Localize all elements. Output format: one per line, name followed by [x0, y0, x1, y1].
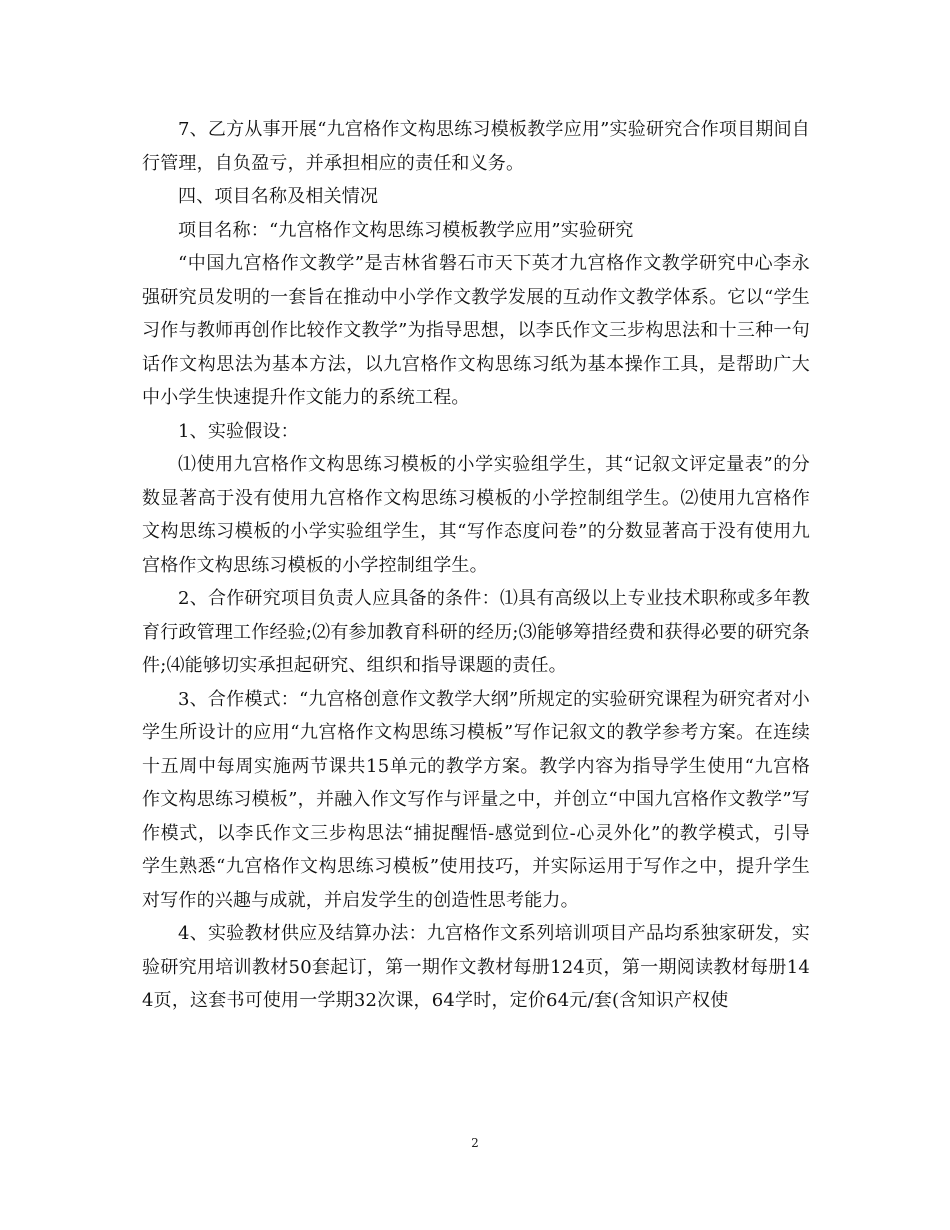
- page-number: 2: [471, 1136, 479, 1150]
- section-heading-project-info: 四、项目名称及相关情况: [178, 186, 379, 207]
- paragraph-hypothesis-detail: ⑴使用九宫格作文构思练习模板的小学实验组学生，其“记叙文评定量表”的分数显著高于没有使用九宫格作文构思练习模板的小学控制组学生。⑵使用九宫格作文构思练习模板的小学实验组学生，其“写作态度问卷”的分数显著高于没有使用九宫格作文构思练习模板的小学控制组学生。: [142, 454, 810, 576]
- paragraph-project-description: “中国九宫格作文教学”是吉林省磐石市天下英才九宫格作文教学研究中心李永强研究员发明的一套旨在推动中小学作文教学发展的互动作文教学体系。它以“学生习作与教师再创作比较作文教学”为指导思想，以李氏作文三步构思法和十三种一句话作文构思法为基本方法，以九宫格作文构思练习纸为基本操作工具，是帮助广大中小学生快速提升作文能力的系统工程。: [142, 253, 810, 408]
- paragraph-leader-requirements: 2、合作研究项目负责人应具备的条件：⑴具有高级以上专业技术职称或多年教育行政管理工作经验;⑵有参加教育科研的经历;⑶能够筹措经费和获得必要的研究条件;⑷能够切实承担起研究、组织和指导课题的责任。: [142, 588, 810, 676]
- paragraph-cooperation-mode: 3、合作模式：“九宫格创意作文教学大纲”所规定的实验研究课程为研究者对小学生所设计的应用“九宫格作文构思练习模板”写作记叙文的教学参考方案。在连续十五周中每周实施两节课共15单元的教学方案。教学内容为指导学生使用“九宫格作文构思练习模板”，并融入作文写作与评量之中，并创立“中国九宫格作文教学”写作模式，以李氏作文三步构思法“捕捉醒悟-感觉到位-心灵外化”的教学模式，引导学生熟悉“九宫格作文构思练习模板”使用技巧，并实际运用于写作之中，提升学生对写作的兴趣与成就，并启发学生的创造性思考能力。: [142, 688, 810, 911]
- paragraph-clause-7: 7、乙方从事开展“九宫格作文构思练习模板教学应用”实验研究合作项目期间自行管理，自负盈亏，并承担相应的责任和义务。: [142, 119, 810, 174]
- document-body: [142, 113, 810, 1018]
- paragraph-project-name: 项目名称：“九宫格作文构思练习模板教学应用”实验研究: [178, 219, 634, 241]
- paragraph-materials-settlement: 4、实验教材供应及结算办法：九宫格作文系列培训项目产品均系独家研发，实验研究用培训教材50套起订，第一期作文教材每册124页，第一期阅读教材每册144页，这套书可使用一学期32次课，64学时，定价64元/套(含知识产权使: [142, 923, 810, 1011]
- heading-experiment-hypothesis: 1、实验假设：: [178, 420, 299, 442]
